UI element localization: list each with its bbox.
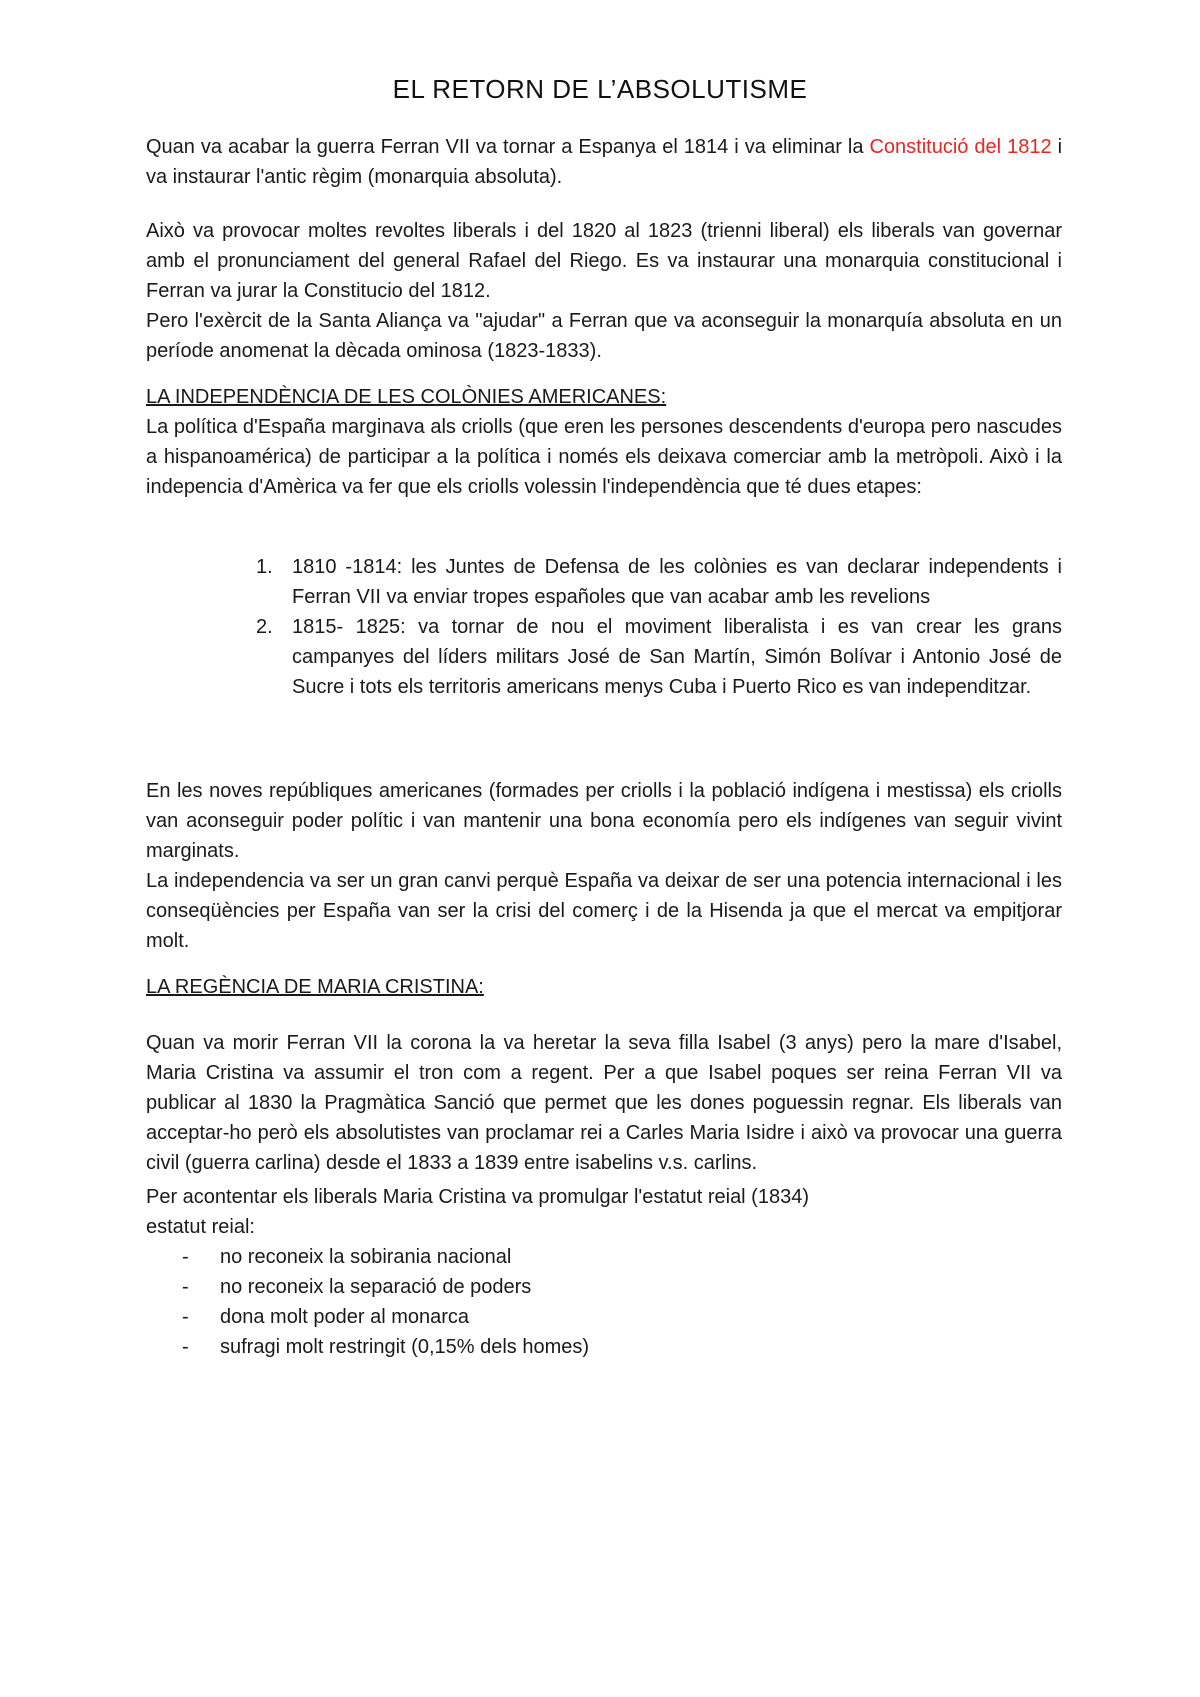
regencia-paragraph: Quan va morir Ferran VII la corona la va heretar la seva filla Isabel (3 anys) pero la mare d'Isabel, Maria Cristina va assumir el tron com a regent. Per a que Isabel poques ser reina Ferran VII va publicar al 1830 la Pragmàtica Sanció que permet que les dones poguessin regnar. Els liberals van acceptar-ho però els absolutistes van proclamar rei a Carles Maria Isidre i això va provocar una guerra civil (guerra carlina) desde el 1833 a 1839 entre isabelins v.s. carlins. — [146, 1032, 1062, 1174]
estatut-section — [146, 1182, 1062, 1362]
list-item — [146, 552, 1062, 612]
section-independencia — [146, 382, 1062, 502]
list-item-number: 1. — [256, 556, 273, 578]
paragraph-revoltes — [146, 216, 1062, 366]
republiques-text: En les noves repúbliques americanes (formades per criolls i la població indígena i mestissa) els criolls van aconseguir poder polític i van mantenir una bona economía pero els indígenes van seguir vivint marginats. — [146, 780, 1062, 862]
paragraph-republiques — [146, 776, 1062, 956]
page-title: EL RETORN DE L’ABSOLUTISME — [392, 74, 808, 104]
intro-text-end: i va instaurar l'antic règim (monarquia absoluta). — [146, 136, 1063, 188]
estatut-label: estatut reial: — [146, 1216, 255, 1238]
estatut-list — [146, 1242, 1062, 1362]
constitution-highlight: Constitució del 1812 — [869, 136, 1052, 158]
intro-text: Quan va acabar la guerra Ferran VII va tornar a Espanya el 1814 i va eliminar la — [146, 136, 870, 158]
list-item-text: sufragi molt restringit (0,15% dels homes) — [220, 1336, 590, 1358]
dash-bullet-icon: - — [182, 1246, 189, 1268]
revoltes-text: Això va provocar moltes revoltes liberals i del 1820 al 1823 (trienni liberal) els liberals van governar amb el pronunciament del general Rafael del Riego. Es va instaurar una monarquia constitucional i Ferran va jurar la Constitucio del 1812. — [146, 220, 1062, 302]
steps-list — [146, 552, 1062, 702]
santa-alianca-text: Pero l'exèrcit de la Santa Aliança va "ajudar" a Ferran que va aconseguir la monarquía absoluta en un període anomenat la dècada ominosa (1823-1833). — [146, 310, 1062, 362]
list-item-text: no reconeix la sobirania nacional — [220, 1246, 512, 1268]
canvi-text: La independencia va ser un gran canvi perquè España va deixar de ser una potencia internacional i les conseqüències per España van ser la crisi del comerç i de la Hisenda ja que el mercat va empitjorar molt. — [146, 870, 1062, 952]
section-heading-regencia: LA REGÈNCIA DE MARIA CRISTINA: — [146, 976, 484, 998]
dash-bullet-icon: - — [182, 1336, 189, 1358]
dash-bullet-icon: - — [182, 1276, 189, 1298]
dash-bullet-icon: - — [182, 1306, 189, 1328]
list-item — [146, 612, 1062, 702]
list-item — [146, 1332, 1062, 1362]
list-item-text: no reconeix la separació de poders — [220, 1276, 532, 1298]
intro-paragraph — [146, 132, 1062, 192]
independencia-paragraph: La política d'España marginava als criolls (que eren les persones descendents d'europa pero nascudes a hispanoamérica) de participar a la política i només els deixava comerciar amb la metròpoli. Això i la indepencia d'Amèrica va fer que els criolls volessin l'independència que té dues etapes: — [146, 416, 1062, 498]
section-heading-independencia: LA INDEPENDÈNCIA DE LES COLÒNIES AMERICANES: — [146, 386, 667, 408]
steps-list-wrapper — [146, 552, 1062, 702]
estatut-intro: Per acontentar els liberals Maria Cristina va promulgar l'estatut reial (1834) — [146, 1186, 809, 1208]
list-item — [146, 1302, 1062, 1332]
list-item-text: 1815- 1825: va tornar de nou el moviment liberalista i es van crear les grans campanyes del líders militars José de San Martín, Simón Bolívar i Antonio José de Sucre i tots els territoris americans menys Cuba i Puerto Rico es van independitzar. — [292, 616, 1062, 698]
list-item-number: 2. — [256, 616, 273, 638]
list-item — [146, 1242, 1062, 1272]
list-item-text: 1810 -1814: les Juntes de Defensa de les colònies es van declarar independents i Ferran VII va enviar tropes españoles que van acabar amb les revelions — [292, 556, 1062, 608]
list-item-text: dona molt poder al monarca — [220, 1306, 470, 1328]
list-item — [146, 1272, 1062, 1302]
